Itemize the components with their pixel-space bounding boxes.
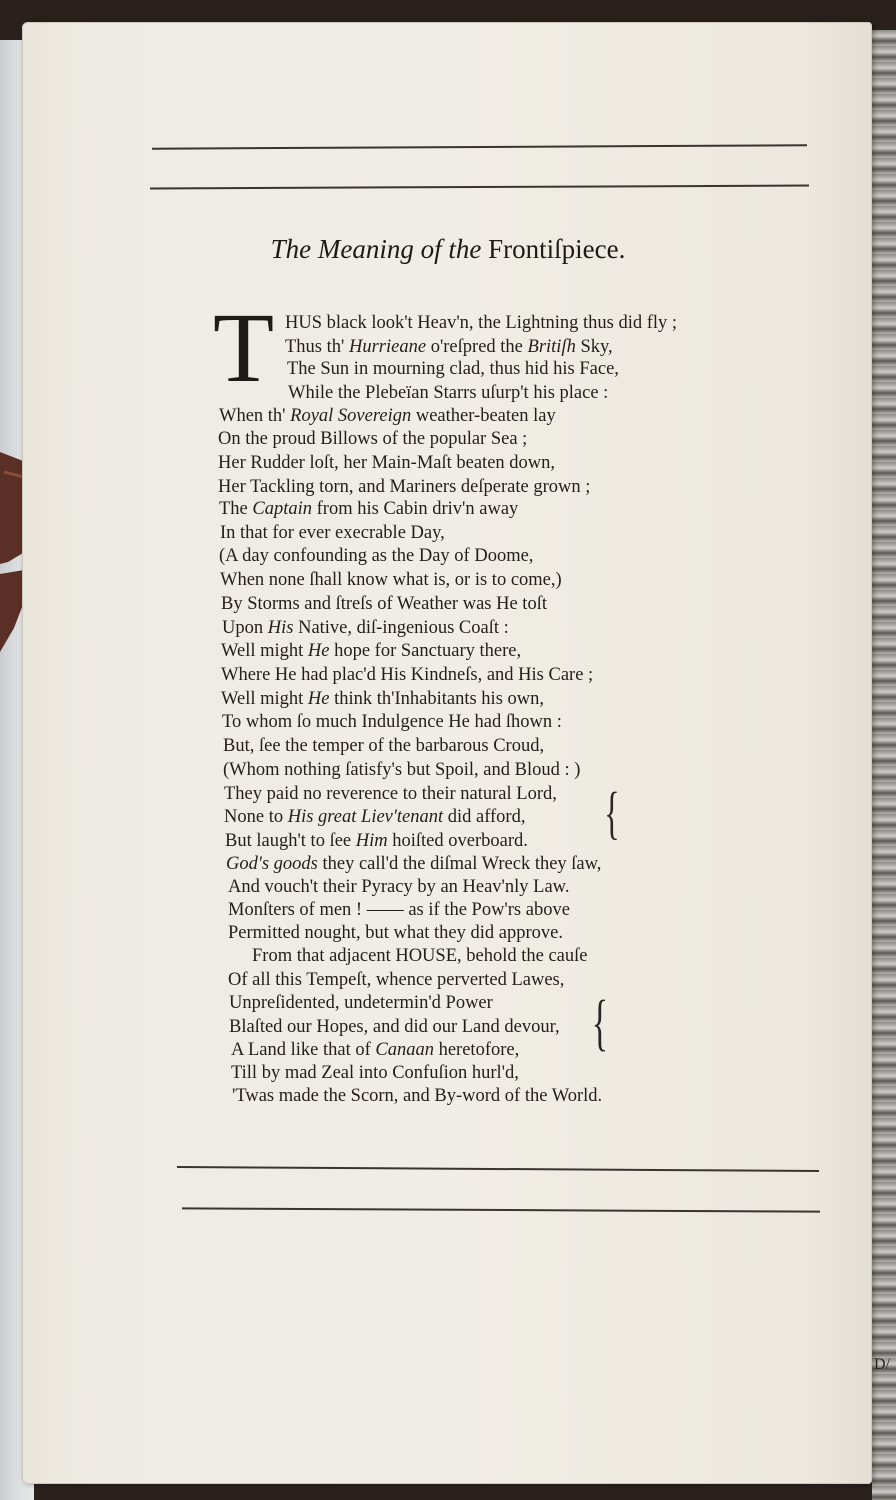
poem-line: When none ſhall know what is, or is to come,) bbox=[220, 570, 562, 590]
poem-line: But, ſee the temper of the barbarous Croud, bbox=[223, 736, 545, 756]
poem-line: Upon His Native, diſ-ingenious Coaſt : bbox=[222, 618, 509, 638]
poem-line: Permitted nought, but what they did approve. bbox=[228, 923, 563, 943]
poem-line: By Storms and ſtreſs of Weather was He toſt bbox=[221, 594, 547, 614]
poem-line: A Land like that of Canaan heretofore, bbox=[231, 1040, 520, 1060]
poem-line: While the Plebeïan Starrs uſurp't his place : bbox=[288, 383, 609, 403]
margin-fragment: D/ bbox=[874, 1356, 890, 1373]
poem-line: The Captain from his Cabin driv'n away bbox=[219, 499, 519, 519]
drop-cap: T bbox=[213, 292, 275, 403]
poem-line: (Whom nothing ſatisfy's but Spoil, and Bloud : ) bbox=[223, 760, 581, 780]
title-roman: Frontiſpiece. bbox=[488, 234, 626, 264]
poem-line: The Sun in mourning clad, thus hid his Face, bbox=[287, 359, 619, 379]
poem-line: And vouch't their Pyracy by an Heav'nly Law. bbox=[228, 877, 570, 897]
poem-line: From that adjacent HOUSE, behold the cauſe bbox=[252, 946, 588, 966]
brace-2: { bbox=[591, 989, 609, 1057]
poem-line: Well might He hope for Sanctuary there, bbox=[221, 641, 522, 661]
poem-line: God's goods they call'd the diſmal Wreck they ſaw, bbox=[226, 854, 602, 874]
poem-line: Blaſted our Hopes, and did our Land devour, bbox=[229, 1017, 560, 1037]
poem-line: 'Twas made the Scorn, and By-word of the World. bbox=[232, 1086, 603, 1106]
poem-line: Her Rudder loſt, her Main-Maſt beaten down, bbox=[218, 453, 556, 473]
poem-line: But laugh't to ſee Him hoiſted overboard. bbox=[225, 831, 528, 851]
poem-line: Monſters of men ! —— as if the Pow'rs above bbox=[228, 900, 570, 920]
poem-line: Her Tackling torn, and Mariners deſperate grown ; bbox=[218, 477, 591, 497]
poem-line: They paid no reverence to their natural Lord, bbox=[224, 784, 557, 804]
page-title bbox=[0, 234, 896, 265]
poem-line: Thus th' Hurrieane o'reſpred the Britiſh Sky, bbox=[285, 337, 613, 357]
brace-1: { bbox=[604, 780, 620, 845]
poem-line: (A day confounding as the Day of Doome, bbox=[219, 546, 534, 566]
poem-line: Till by mad Zeal into Confuſion hurl'd, bbox=[231, 1063, 519, 1083]
poem-line: Well might He think th'Inhabitants his own, bbox=[221, 689, 544, 709]
poem-line: Where He had plac'd His Kindneſs, and His Care ; bbox=[221, 665, 594, 685]
poem-line: HUS black look't Heav'n, the Lightning thus did fly ; bbox=[285, 313, 678, 333]
title-italic: The Meaning of the bbox=[270, 234, 482, 264]
poem-line: Unpreſidented, undetermin'd Power bbox=[229, 993, 493, 1013]
poem-line: Of all this Tempeſt, whence perverted Lawes, bbox=[228, 970, 565, 990]
poem-line: None to His great Liev'tenant did afford, bbox=[224, 807, 526, 827]
poem-line: When th' Royal Sovereign weather-beaten lay bbox=[219, 406, 556, 426]
poem-line: On the proud Billows of the popular Sea ; bbox=[218, 429, 528, 449]
poem-line: To whom ſo much Indulgence He had ſhown : bbox=[222, 712, 562, 732]
poem-line: In that for ever execrable Day, bbox=[220, 523, 445, 543]
